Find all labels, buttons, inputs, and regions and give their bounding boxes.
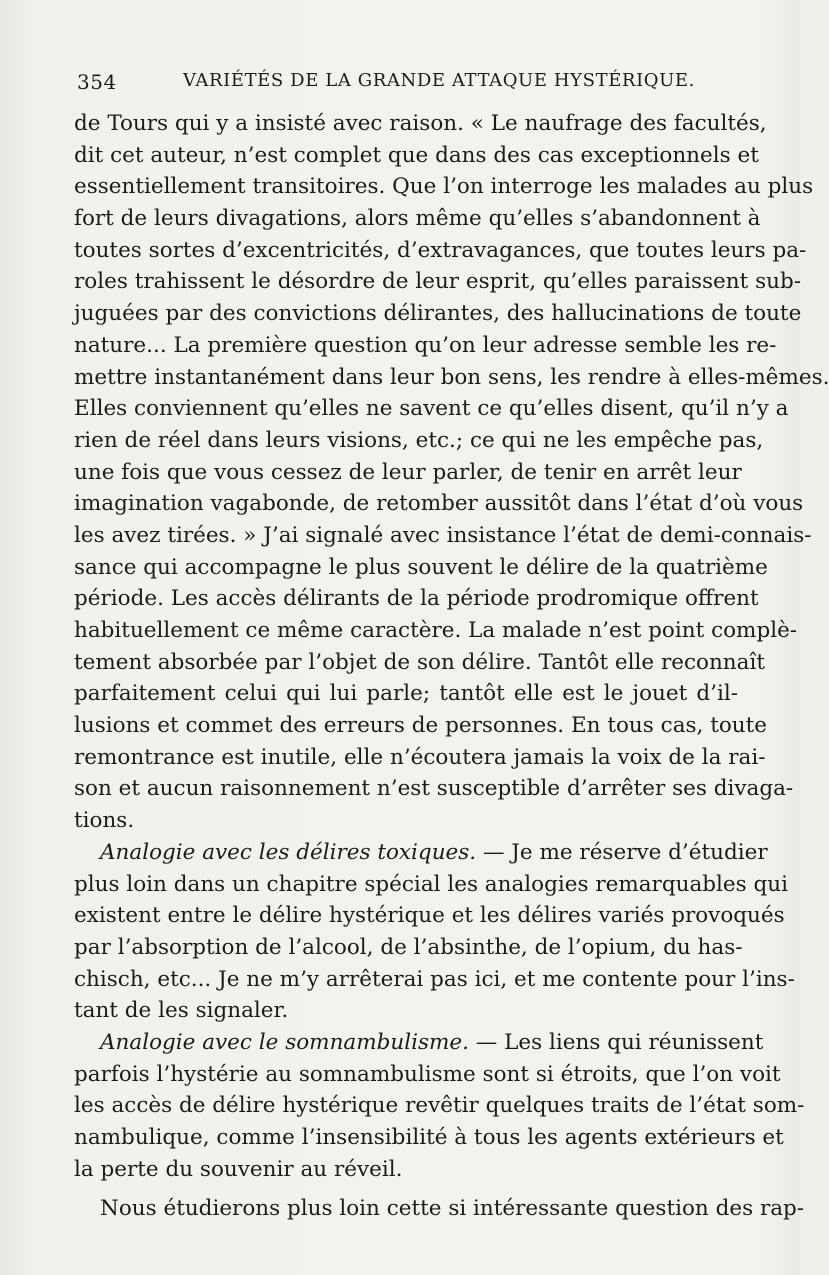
running-head: VARIÉTÉS DE LA GRANDE ATTAQUE HYSTÉRIQUE. <box>183 70 695 91</box>
text-line: toutes sortes d’excentricités, d’extravagances, que toutes leurs pa- <box>74 237 807 263</box>
text-line: remontrance est inutile, elle n’écoutera jamais la voix de la rai- <box>74 744 766 770</box>
text-line: habituellement ce même caractère. La malade n’est point complè- <box>74 618 798 643</box>
text-line: les avez tirées. » J’ai signalé avec insistance l’état de demi-connais- <box>74 522 812 548</box>
text-line: essentiellement transitoires. Que l’on interroge les malades au plus <box>74 174 814 200</box>
page-header <box>74 66 734 96</box>
text-line: nambulique, comme l’insensibilité à tous les agents extérieurs et <box>74 1125 784 1150</box>
text-line: Nous étudierons plus loin cette si intéressante question des rap- <box>100 1196 805 1222</box>
text-line: existent entre le délire hystérique et les délires variés provoqués <box>74 903 785 929</box>
heading-continuation: — Les liens qui réunissent <box>468 1029 764 1055</box>
text-line: de Tours qui y a insisté avec raison. « Le naufrage des facultés, <box>74 111 767 136</box>
page-number: 354 <box>77 70 117 94</box>
heading-continuation: — Je me réserve d’étudier <box>476 839 768 865</box>
text-line: chisch, etc... Je ne m’y arrêterai pas ici, et me contente pour l’ins- <box>74 966 795 992</box>
paragraph-3 <box>74 1027 805 1185</box>
text-line: parfois l’hystérie au somnambulisme sont si étroits, que l’on voit <box>74 1061 781 1087</box>
text-line: les accès de délire hystérique revêtir quelques traits de l’état som- <box>74 1093 805 1119</box>
section-heading-toxic: Analogie avec les délires toxiques. <box>100 839 477 865</box>
text-line <box>74 837 768 869</box>
text-line: Elles conviennent qu’elles ne savent ce qu’elles disent, qu’il n’y a <box>74 396 789 422</box>
text-line: rien de réel dans leurs visions, etc.; ce qui ne les empêche pas, <box>74 427 764 453</box>
text-line: dit cet auteur, n’est complet que dans des cas exceptionnels et <box>74 142 759 168</box>
text-line: juguées par des convictions délirantes, des hallucinations de toute <box>74 301 802 327</box>
text-line: son et aucun raisonnement n’est susceptible d’arrêter ses divaga- <box>74 776 794 802</box>
text-line: parfaitement celui qui lui parle; tantôt elle est le jouet d’il- <box>74 681 738 707</box>
text-line: une fois que vous cessez de leur parler, de tenir en arrêt leur <box>74 459 742 485</box>
text-line: tant de les signaler. <box>74 998 289 1024</box>
text-line: fort de leurs divagations, alors même qu’elles s’abandonnent à <box>74 206 761 232</box>
text-line: imagination vagabonde, de retomber aussitôt dans l’état d’où vous <box>74 491 804 517</box>
paragraph-4 <box>74 1193 805 1225</box>
text-line: la perte du souvenir au réveil. <box>74 1156 403 1182</box>
text-line: sance qui accompagne le plus souvent le délire de la quatrième <box>74 554 768 580</box>
text-line: nature... La première question qu’on leur adresse semble les re- <box>74 332 777 358</box>
text-line: par l’absorption de l’alcool, de l’absinthe, de l’opium, du has- <box>74 934 743 960</box>
text-line: tement absorbée par l’objet de son délire. Tantôt elle reconnaît <box>74 649 765 675</box>
paragraph-1 <box>74 108 829 837</box>
text-line: mettre instantanément dans leur bon sens, les rendre à elles-mêmes. <box>74 364 829 390</box>
text-line: roles trahissent le désordre de leur esprit, qu’elles paraissent sub- <box>74 269 801 295</box>
section-heading-somnambulism: Analogie avec le somnambulisme. <box>100 1029 469 1055</box>
paragraph-2 <box>74 837 795 1027</box>
text-line <box>74 1027 764 1059</box>
text-line: plus loin dans un chapitre spécial les analogies remarquables qui <box>74 871 788 897</box>
text-line: période. Les accès délirants de la période prodromique offrent <box>74 586 759 612</box>
text-line: tions. <box>74 808 135 834</box>
text-line: lusions et commet des erreurs de personnes. En tous cas, toute <box>74 713 768 739</box>
body-text <box>74 108 829 1225</box>
